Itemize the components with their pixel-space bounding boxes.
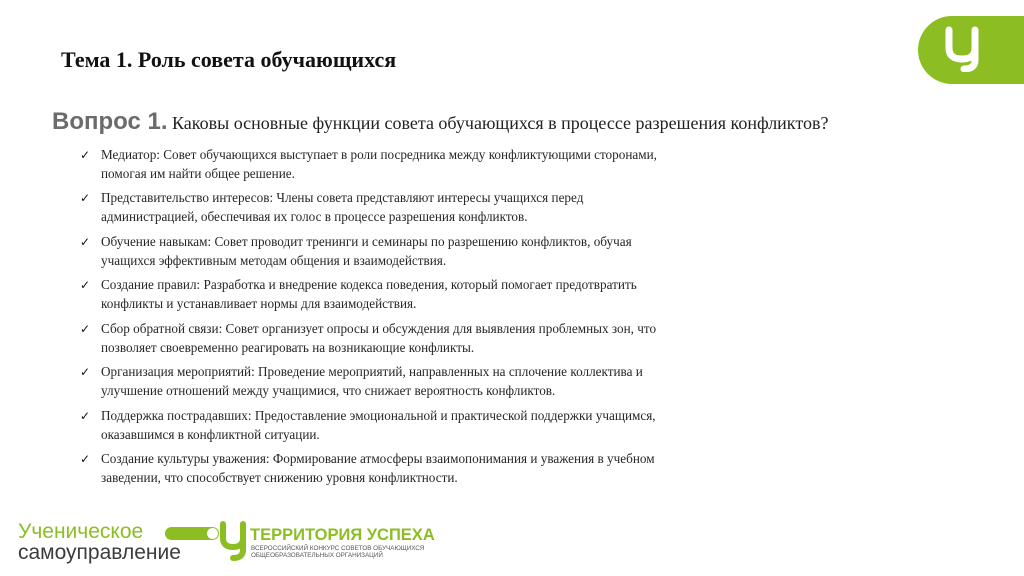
check-icon: ✓	[80, 148, 91, 162]
u-letter-logo-icon	[944, 26, 980, 72]
logo2-subtitle-1: ВСЕРОССИЙСКИЙ КОНКУРС СОВЕТОВ ОБУЧАЮЩИХСЯ	[251, 545, 425, 552]
question-text: Каковы основные функции совета обучающихся в процессе разрешения конфликтов?	[167, 113, 829, 133]
check-icon: ✓	[80, 191, 91, 206]
check-icon: ✓	[80, 234, 91, 249]
list-item	[80, 407, 680, 444]
list-item	[80, 146, 680, 183]
check-icon: ✓	[80, 278, 91, 293]
question-label: Вопрос 1.	[52, 108, 168, 135]
corner-badge	[918, 16, 1024, 84]
logo2-subtitle-2: ОБЩЕОБРАЗОВАТЕЛЬНЫХ ОРГАНИЗАЦИЙ	[251, 552, 383, 559]
logo-line-1: Ученическое	[18, 520, 144, 543]
list-item-text: Сбор обратной связи: Совет организует опросы и обсуждения для выявления проблемных зон, что позволяет своевременно реагировать на возникающие конфликты.	[101, 320, 657, 355]
list-item-text: Создание правил: Разработка и внедрение кодекса поведения, который помогает предотвратить конфликты и устанавливает нормы для взаимодействия.	[101, 277, 637, 312]
list-item-text: Создание культуры уважения: Формирование атмосферы взаимопонимания и уважения в учебном заведении, что способствует снижению уровня конфликтности.	[101, 451, 655, 485]
list-item-text: Медиатор: Совет обучающихся выступает в роли посредника между конфликтующими сторонами, помогая им найти общее решение.	[101, 147, 657, 181]
logo-student-government	[18, 521, 208, 565]
slide-title: Тема 1. Роль совета обучающихся	[61, 47, 397, 72]
list-item	[80, 450, 680, 487]
list-item-text: Поддержка пострадавших: Предоставление эмоциональной и практической поддержки учащимся, оказавшимся в конфликтной ситуации.	[101, 407, 656, 442]
check-icon: ✓	[80, 452, 91, 467]
logo2-title: ТЕРРИТОРИЯ УСПЕХА	[250, 526, 435, 544]
check-icon: ✓	[80, 408, 91, 423]
question-heading	[52, 108, 828, 139]
list-item	[80, 276, 680, 313]
check-icon: ✓	[80, 321, 91, 336]
logo-line-2: самоуправление	[18, 541, 181, 564]
check-icon: ✓	[80, 365, 91, 380]
list-item-text: Представительство интересов: Члены совета представляют интересы учащихся перед администрацией, обеспечивая их голос в процессе разрешения конфликтов.	[101, 190, 584, 225]
list-item	[80, 233, 680, 270]
logo-territory-of-success	[218, 520, 458, 564]
list-item	[80, 363, 680, 400]
u-letter-icon	[218, 520, 248, 562]
toggle-switch-icon	[165, 527, 219, 540]
list-item-text: Организация мероприятий: Проведение мероприятий, направленных на сплочение коллектива и улучшение отношений между учащимися, что снижает вероятность конфликтов.	[101, 364, 643, 399]
answer-list	[80, 146, 680, 494]
list-item	[80, 320, 680, 357]
list-item-text: Обучение навыкам: Совет проводит тренинги и семинары по разрешению конфликтов, обучая учащихся эффективным методам общения и взаимодействия.	[101, 233, 632, 268]
list-item	[80, 189, 680, 226]
